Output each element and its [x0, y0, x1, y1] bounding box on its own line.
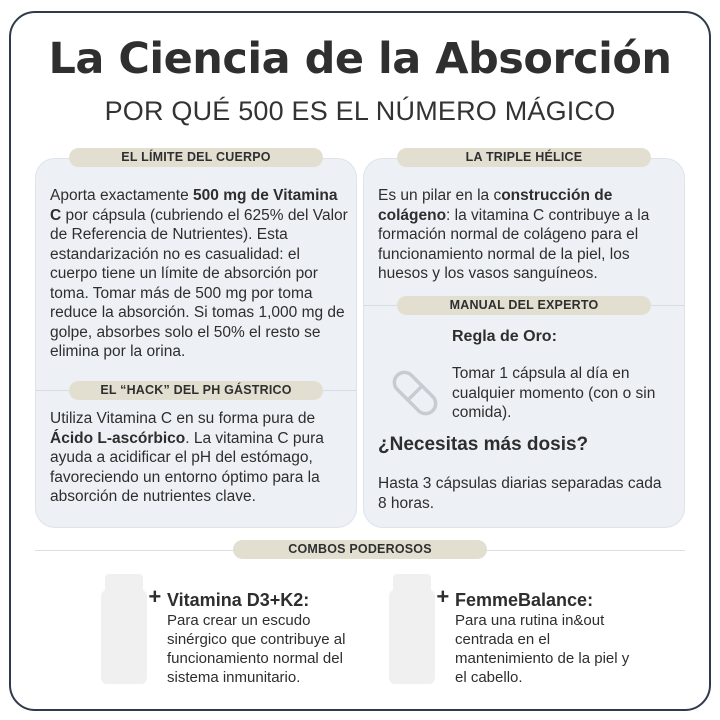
label-manual: MANUAL DEL EXPERTO: [397, 296, 651, 315]
combo-title: Vitamina D3+K2:: [167, 590, 310, 610]
bottle-image: [389, 590, 435, 684]
label-combos: COMBOS PODEROSOS: [233, 540, 487, 559]
plus-icon: +: [436, 584, 449, 609]
page-subtitle: POR QUÉ 500 ES EL NÚMERO MÁGICO: [104, 96, 616, 126]
capsule-icon: [386, 364, 444, 422]
hack-text: Utiliza Vitamina C en su forma pura de Ácido L-ascórbico. La vitamina C pura ayuda a acidificar el pH del estómago, favoreciendo un entorno óptimo para la absorción de nutrientes clave.: [50, 410, 324, 505]
plus-icon: +: [148, 584, 161, 609]
regla-title: Regla de Oro:: [452, 328, 557, 345]
combo-text: Para crear un escudo sinérgico que contribuye al funcionamiento normal del sistema inmunitario.: [167, 612, 346, 686]
dosis-title: ¿Necesitas más dosis?: [378, 434, 589, 455]
label-helice: LA TRIPLE HÉLICE: [397, 148, 651, 167]
bottle-image: [101, 590, 147, 684]
limite-text: Aporta exactamente 500 mg de Vitamina C por cápsula (cubriendo el 625% del Valor de Referencia de Nutrientes). Esta estandarización no es casualidad: el cuerpo tiene un límite de absorción por toma. Tomar más de 500 mg por toma reduce la absorción. Si tomas 1,000 mg de golpe, absorbes solo el 50% el resto se elimina por la orina.: [50, 187, 348, 360]
regla-text: Tomar 1 cápsula al día en cualquier momento (con o sin comida).: [452, 365, 656, 421]
dosis-text: Hasta 3 cápsulas diarias separadas cada 8 horas.: [378, 475, 662, 512]
combo-text: Para una rutina in&out centrada en el mantenimiento de la piel y el cabello.: [455, 612, 630, 686]
label-hack: EL “HACK” DEL PH GÁSTRICO: [69, 381, 323, 400]
label-limite: EL LÍMITE DEL CUERPO: [69, 148, 323, 167]
combo-title: FemmeBalance:: [455, 590, 594, 610]
page-title: La Ciencia de la Absorción: [48, 34, 672, 84]
helice-text: Es un pilar en la construcción de colágeno: la vitamina C contribuye a la formación normal de colágeno para el funcionamiento normal de la piel, los huesos y los vasos sanguíneos.: [378, 187, 650, 282]
